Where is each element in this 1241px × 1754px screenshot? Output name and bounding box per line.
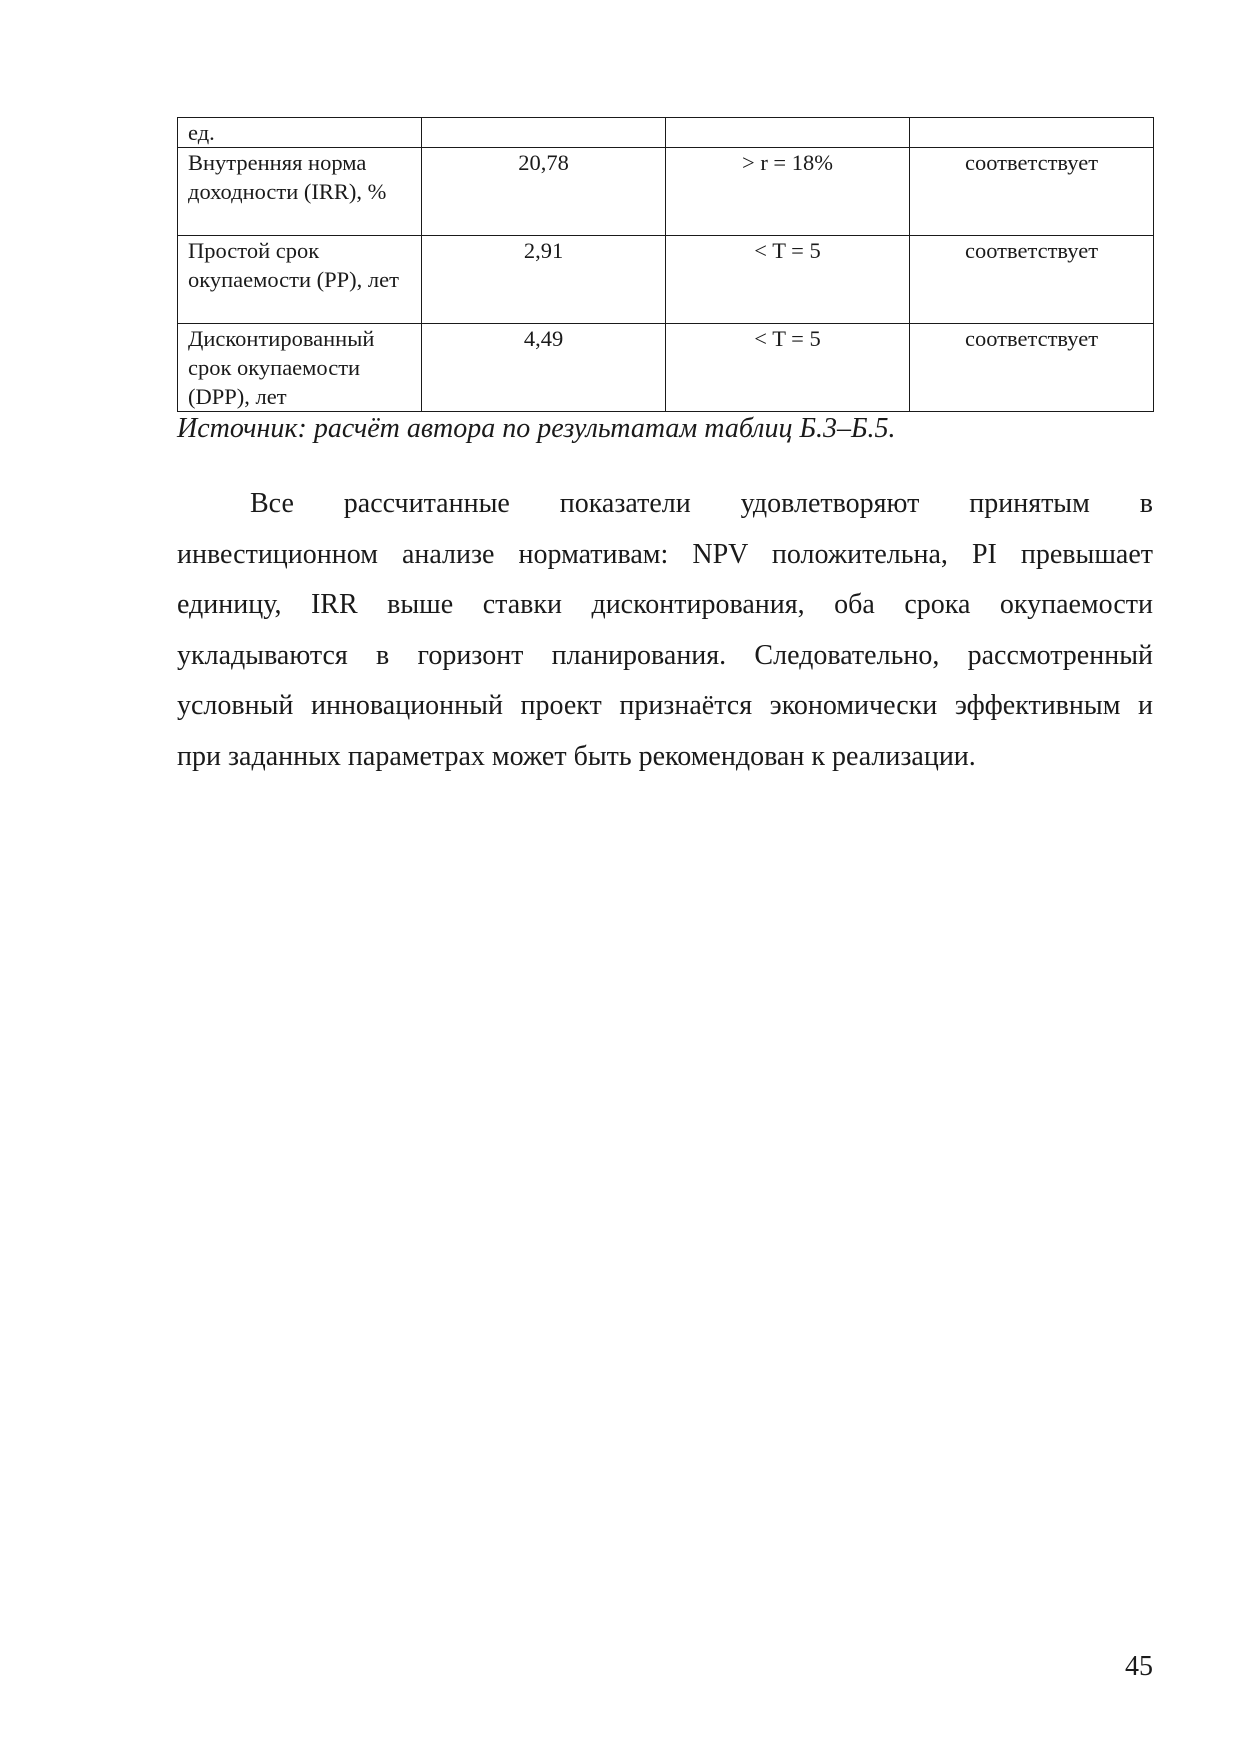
metric-name-cell: Внутренняя норма доходности (IRR), % — [178, 148, 422, 236]
metric-criterion-cell: < T = 5 — [666, 236, 910, 324]
metric-value-cell — [422, 118, 666, 148]
table-row — [178, 324, 1154, 412]
metric-conclusion-cell — [910, 118, 1154, 148]
metric-criterion-cell — [666, 118, 910, 148]
conclusion-paragraph — [177, 479, 1153, 782]
metric-conclusion-cell: соответствует — [910, 148, 1154, 236]
metric-conclusion-cell: соответствует — [910, 324, 1154, 412]
table-source-caption: Источник: расчёт автора по результатам таблиц Б.3–Б.5. — [177, 413, 896, 444]
metric-criterion-cell: < T = 5 — [666, 324, 910, 412]
investment-metrics-table — [177, 117, 1154, 412]
paragraph-line: при заданных параметрах может быть рекомендован к реализации. — [177, 740, 976, 772]
page-number: 45 — [1125, 1651, 1153, 1682]
table-row — [178, 236, 1154, 324]
table-row — [178, 118, 1154, 148]
metric-conclusion-cell: соответствует — [910, 236, 1154, 324]
paragraph-line: инвестиционном анализе нормативам: NPV положительна, PI превышает — [177, 538, 1153, 570]
paragraph-line: Все рассчитанные показатели удовлетворяют принятым в — [250, 488, 1153, 519]
metric-name-cell: Простой срок окупаемости (PP), лет — [178, 236, 422, 324]
metric-criterion-cell: > r = 18% — [666, 148, 910, 236]
paragraph-line: условный инновационный проект признаётся экономически эффективным и — [177, 690, 1153, 721]
paragraph-line: укладываются в горизонт планирования. Следовательно, рассмотренный — [177, 639, 1153, 671]
metric-value-cell: 4,49 — [422, 324, 666, 412]
paragraph-line: единицу, IRR выше ставки дисконтирования, оба срока окупаемости — [177, 589, 1153, 620]
table-row — [178, 148, 1154, 236]
metric-name-cell: ед. — [178, 118, 422, 148]
metric-name-cell: Дисконтированный срок окупаемости (DPP), лет — [178, 324, 422, 412]
metric-value-cell: 20,78 — [422, 148, 666, 236]
metric-value-cell: 2,91 — [422, 236, 666, 324]
